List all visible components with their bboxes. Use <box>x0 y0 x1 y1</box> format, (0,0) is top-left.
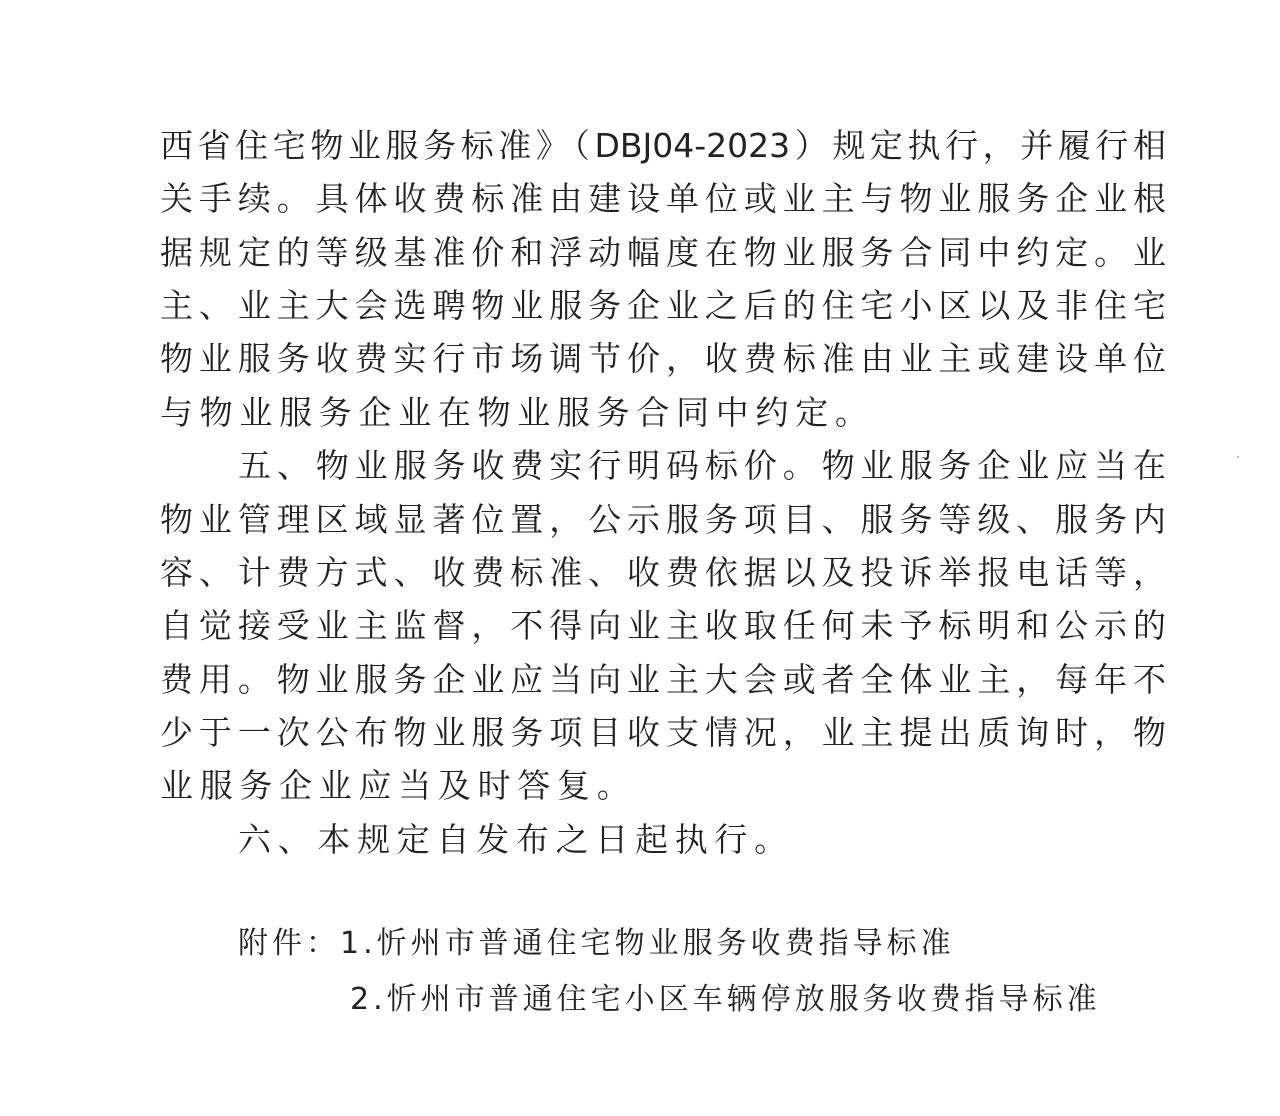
scan-speck <box>1237 456 1239 458</box>
paragraph-5-line-4: 自觉接受业主监督，不得向业主收取任何未予标明和公示的 <box>160 606 1166 645</box>
paragraph-4-line-1: 西省住宅物业服务标准》（DBJ04-2023）规定执行，并履行相 <box>160 126 1166 165</box>
paragraph-4-line-4: 主、业主大会选聘物业服务企业之后的住宅小区以及非住宅 <box>160 286 1166 325</box>
paragraph-5-line-2: 物业管理区域显著位置，公示服务项目、服务等级、服务内 <box>160 500 1166 539</box>
paragraph-4-line-5: 物业服务收费实行市场调节价，收费标准由业主或建设单位 <box>160 339 1166 378</box>
paragraph-5-line-3: 容、计费方式、收费标准、收费依据以及投诉举报电话等， <box>160 553 1166 592</box>
attachment-line-1: 附件：1.忻州市普通住宅物业服务收费指导标准 <box>238 926 955 961</box>
paragraph-5-line-1: 五、物业服务收费实行明码标价。物业服务企业应当在 <box>238 446 1166 485</box>
attachment-line-2: 2.忻州市普通住宅小区车辆停放服务收费指导标准 <box>350 982 1101 1017</box>
paragraph-4-line-2: 关手续。具体收费标准由建设单位或业主与物业服务企业根 <box>160 179 1166 218</box>
paragraph-5-line-7: 业服务企业应当及时答复。 <box>160 766 637 805</box>
paragraph-4-line-6: 与物业服务企业在物业服务合同中约定。 <box>160 393 875 432</box>
paragraph-4-line-3: 据规定的等级基准价和浮动幅度在物业服务合同中约定。业 <box>160 233 1166 272</box>
paragraph-5-line-6: 少于一次公布物业服务项目收支情况，业主提出质询时，物 <box>160 713 1166 752</box>
paragraph-5-line-5: 费用。物业服务企业应当向业主大会或者全体业主，每年不 <box>160 660 1166 699</box>
paragraph-6: 六、本规定自发布之日起执行。 <box>238 820 794 859</box>
